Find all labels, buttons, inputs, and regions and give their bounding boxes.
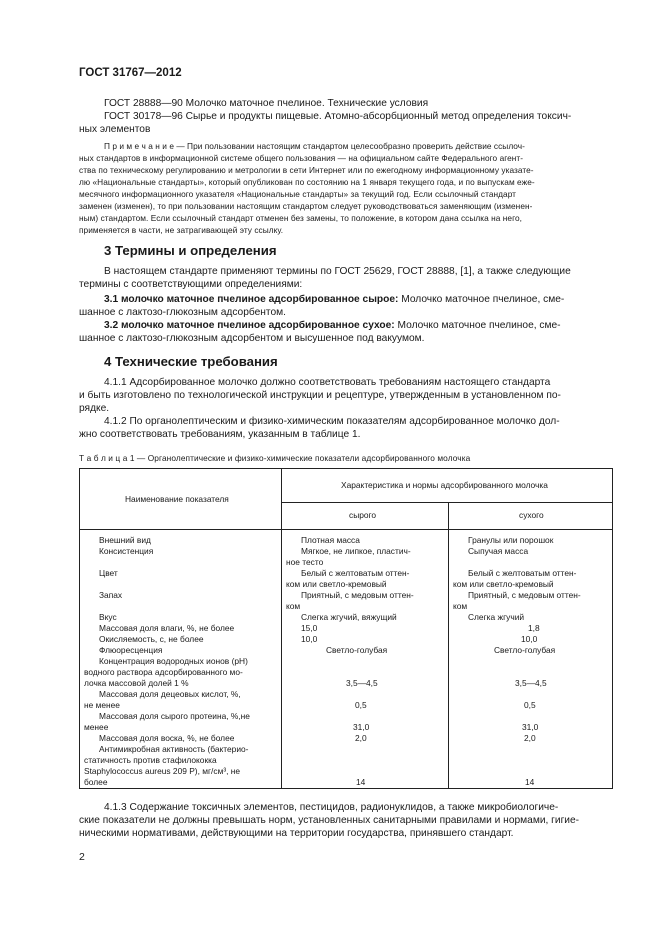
note-line: месячного информационного указателя «Национальные стандарты» за текущий год. Если ссылочный стандарт — [79, 189, 517, 199]
cell-text: Светло-голубая — [326, 645, 388, 655]
cell-text: Сыпучая масса — [468, 546, 529, 556]
table-header-name — [80, 469, 282, 530]
cell-text: 31,0 — [353, 722, 370, 732]
paragraph-line: ские показатели не должны превышать норм, установленных санитарными правилами и нормами, гигие- — [79, 815, 580, 826]
table-col-name — [80, 530, 282, 789]
cell-text: лочка массовой долей 1 % — [84, 678, 189, 688]
note-line: ства по техническому регулированию и метрологии в сети Интернет или по ежегодному информационному указате- — [79, 165, 534, 175]
term-3-2 — [104, 319, 561, 332]
paragraph-line: В настоящем стандарте применяют термины по ГОСТ 25629, ГОСТ 28888, [1], а также следующие — [104, 266, 571, 277]
cell-text: Слегка жгучий — [468, 612, 525, 622]
paragraph-line: 4.1.2 По органолептическим и физико-химическим показателям адсорбированное молочко дол- — [104, 416, 560, 427]
note-line: П р и м е ч а н и е — При пользовании настоящим стандартом целесообразно проверить действие ссылоч- — [104, 141, 525, 151]
cell-text: Светло-голубая — [494, 645, 556, 655]
table-header-group — [282, 469, 613, 503]
cell-text: 0,5 — [524, 700, 536, 710]
cell-text: менее — [84, 722, 109, 732]
cell-text: Приятный, с медовым оттен- — [301, 590, 414, 600]
paragraph-line: термины с соответствующими определениями: — [79, 279, 303, 290]
cell-text: водного раствора адсорбированного мо- — [84, 667, 243, 677]
table-caption: Т а б л и ц а 1 — Органолептические и физико-химические показатели адсорбированного молочка — [79, 453, 471, 463]
table-header-raw — [282, 503, 449, 530]
cell-text: Белый с желтоватым оттен- — [301, 568, 410, 578]
cell-text: Запах — [99, 590, 123, 600]
note-line: заменен (изменен), то при пользовании настоящим стандартом следует руководствоваться заменяющим (изменен- — [79, 201, 533, 211]
term-3-1-definition: Молочко маточное пчелиное, сме- — [398, 294, 565, 305]
table-header-dry — [449, 503, 613, 530]
cell-text: статичность против стафилококка — [84, 755, 217, 765]
cell-text: Массовая доля децеовых кислот, %, — [99, 689, 241, 699]
cell-text: Staphylococcus aureus 209 Р), мг/см³, не — [84, 766, 241, 776]
cell-text: Внешний вид — [99, 535, 151, 545]
cell-text: Консистенция — [99, 546, 154, 556]
cell-text: Мягкое, не липкое, пластич- — [301, 546, 411, 556]
cell-text: 0,5 — [355, 700, 367, 710]
paragraph-line: рядке. — [79, 403, 110, 414]
cell-text: 3,5—4,5 — [346, 678, 378, 688]
cell-text: Концентрация водородных ионов (рН) — [99, 656, 248, 666]
cell-text: 10,0 — [521, 634, 538, 644]
page-number: 2 — [79, 851, 85, 863]
cell-text: Цвет — [99, 568, 118, 578]
cell-text: 14 — [356, 777, 366, 787]
cell-text: Массовая доля сырого протеина, %,не — [99, 711, 250, 721]
ref-line: ГОСТ 28888—90 Молочко маточное пчелиное. Технические условия — [104, 98, 429, 109]
cell-text: ком или светло-кремовый — [286, 579, 387, 589]
cell-text: Антимикробная активность (бактерио- — [99, 744, 249, 754]
cell-text: ком — [453, 601, 468, 611]
cell-text: ком — [286, 601, 301, 611]
header-label: Характеристика и нормы адсорбированного молочка — [341, 480, 548, 490]
paragraph-line: ническими нормативами, действующими на территории государства, принявшего стандарт. — [79, 828, 514, 839]
page-header: ГОСТ 31767—2012 — [79, 67, 182, 79]
cell-text: Гранулы или порошок — [468, 535, 554, 545]
cell-text: 31,0 — [522, 722, 539, 732]
cell-text: Плотная масса — [301, 535, 360, 545]
cell-text: ком или светло-кремовый — [453, 579, 554, 589]
note-line: лю «Национальные стандарты», который опубликован по состоянию на 1 января текущего года, и по выпускам еже- — [79, 177, 535, 187]
paragraph-line: и быть изготовлено по технологической инструкции и рецептуре, утвержденным в установленном по- — [79, 390, 561, 401]
table-col-dry — [449, 530, 613, 789]
cell-text: Слегка жгучий, вяжущий — [301, 612, 397, 622]
ref-line: ных элементов — [79, 124, 151, 135]
term-3-1-name: 3.1 молочко маточное пчелиное адсорбированное сырое: — [104, 294, 399, 305]
cell-text: 14 — [525, 777, 535, 787]
header-label: Наименование показателя — [125, 494, 229, 504]
cell-text: Массовая доля влаги, %, не более — [99, 623, 235, 633]
cell-text: более — [84, 777, 108, 787]
cell-text: Вкус — [99, 612, 117, 622]
header-label: сырого — [349, 510, 377, 520]
cell-text: не менее — [84, 700, 120, 710]
cell-text: ное тесто — [286, 557, 324, 567]
cell-text: 2,0 — [355, 733, 367, 743]
term-3-2-definition: Молочко маточное пчелиное, сме- — [394, 320, 561, 331]
table-1 — [79, 468, 613, 789]
paragraph-line: 4.1.3 Содержание токсичных элементов, пестицидов, радионуклидов, а также микробиологиче- — [104, 802, 559, 813]
term-3-1-cont: шанное с лактозо-глюкозным адсорбентом. — [79, 307, 286, 318]
cell-text: 1,8 — [528, 623, 540, 633]
term-3-2-name: 3.2 молочко маточное пчелиное адсорбированное сухое: — [104, 320, 395, 331]
term-3-1 — [104, 293, 564, 306]
section-4-title: 4 Технические требования — [104, 354, 278, 369]
paragraph-line: жно соответствовать требованиям, указанным в таблице 1. — [79, 429, 361, 440]
cell-text: 15,0 — [301, 623, 318, 633]
note-line: ным) стандартом. Если ссылочный стандарт отменен без замены, то положение, в котором дана ссылка на него, — [79, 213, 523, 223]
cell-text: Белый с желтоватым оттен- — [468, 568, 577, 578]
note-line: ных стандартов в информационной системе общего пользования — на официальном сайте Федерального агент- — [79, 153, 524, 163]
note-line: применяется в части, не затрагивающей эту ссылку. — [79, 225, 284, 235]
ref-line: ГОСТ 30178—96 Сырье и продукты пищевые. Атомно-абсорбционный метод определения токсич- — [104, 111, 572, 122]
cell-text: Окисляемость, с, не более — [99, 634, 204, 644]
cell-text: Приятный, с медовым оттен- — [468, 590, 581, 600]
cell-text: 3,5—4,5 — [515, 678, 547, 688]
section-3-title: 3 Термины и определения — [104, 243, 277, 258]
paragraph-line: 4.1.1 Адсорбированное молочко должно соответствовать требованиям настоящего стандарта — [104, 377, 551, 388]
term-3-2-cont: шанное с лактозо-глюкозным адсорбентом и высушенное под вакуумом. — [79, 333, 425, 344]
cell-text: 2,0 — [524, 733, 536, 743]
cell-text: Флюоресценция — [99, 645, 163, 655]
table-col-raw — [282, 530, 449, 789]
header-label: сухого — [519, 510, 544, 520]
cell-text: 10,0 — [301, 634, 318, 644]
cell-text: Массовая доля воска, %, не более — [99, 733, 235, 743]
